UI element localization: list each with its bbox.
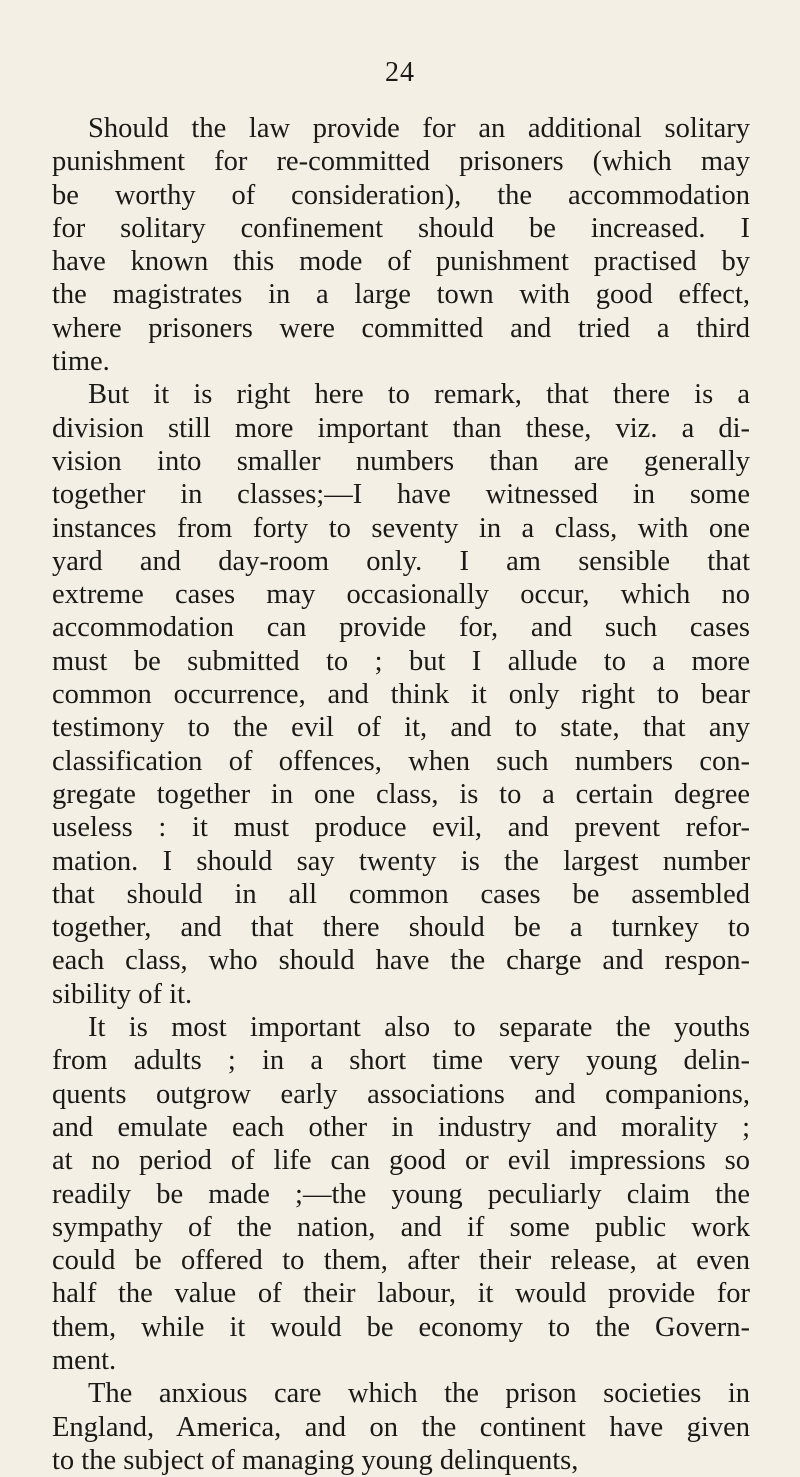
text-line: gregate together in one class, is to a certain degree [52,778,750,810]
text-line: sympathy of the nation, and if some public work [52,1211,750,1243]
text-line: and emulate each other in industry and morality ; [52,1111,750,1143]
text-line: that should in all common cases be assembled [52,878,750,910]
text-line: readily be made ;—the young peculiarly claim the [52,1178,750,1210]
body-text [52,112,750,1477]
text-line: But it is right here to remark, that there is a [88,379,750,411]
text-line: together, and that there should be a turnkey to [52,912,750,944]
text-line: half the value of their labour, it would provide for [52,1278,750,1310]
text-line: vision into smaller numbers than are generally [52,445,750,477]
text-line: for solitary confinement should be increased. I [52,212,750,244]
text-line: sibility of it. [52,978,193,1010]
text-line: It is most important also to separate the youths [88,1012,750,1044]
text-line: each class, who should have the charge and respon- [52,945,750,977]
text-line: could be offered to them, after their release, at even [52,1245,750,1277]
text-line: The anxious care which the prison societies in [88,1378,750,1410]
text-line: the magistrates in a large town with good effect, [52,279,750,311]
text-line: mation. I should say twenty is the largest number [52,845,750,877]
paragraph [52,1377,750,1477]
text-line: Should the law provide for an additional solitary [88,113,750,144]
text-line: instances from forty to seventy in a class, with one [52,512,750,544]
text-line: them, while it would be economy to the Govern- [52,1311,750,1343]
text-line: punishment for re-committed prisoners (which may [52,146,750,178]
text-line: together in classes;—I have witnessed in some [52,479,750,511]
page-number: 24 [385,57,415,88]
text-line: division still more important than these, viz. a di- [52,412,750,444]
text-line: useless : it must produce evil, and prevent refor- [52,812,750,844]
paragraph [52,112,750,378]
text-line: common occurrence, and think it only right to bear [52,679,750,711]
text-line: classification of offences, when such numbers con- [52,745,750,777]
text-line: to the subject of managing young delinquents, [52,1444,579,1476]
paragraph [52,1011,750,1377]
text-line: from adults ; in a short time very young delin- [52,1045,750,1077]
text-line: accommodation can provide for, and such cases [52,612,750,644]
text-line: must be submitted to ; but I allude to a more [52,645,750,677]
text-line: be worthy of consideration), the accommodation [52,179,750,211]
text-line: England, America, and on the continent have given [52,1411,750,1443]
text-line: at no period of life can good or evil impressions so [52,1145,750,1177]
text-line: extreme cases may occasionally occur, which no [52,579,750,611]
text-line: testimony to the evil of it, and to state, that any [52,712,750,744]
text-line: ment. [52,1344,117,1376]
text-line: quents outgrow early associations and companions, [52,1078,750,1110]
text-line: have known this mode of punishment practised by [52,246,750,278]
text-line: time. [52,346,110,378]
text-line: yard and day-room only. I am sensible that [52,545,750,577]
paragraph [52,378,750,1011]
text-line: where prisoners were committed and tried a third [52,312,750,344]
